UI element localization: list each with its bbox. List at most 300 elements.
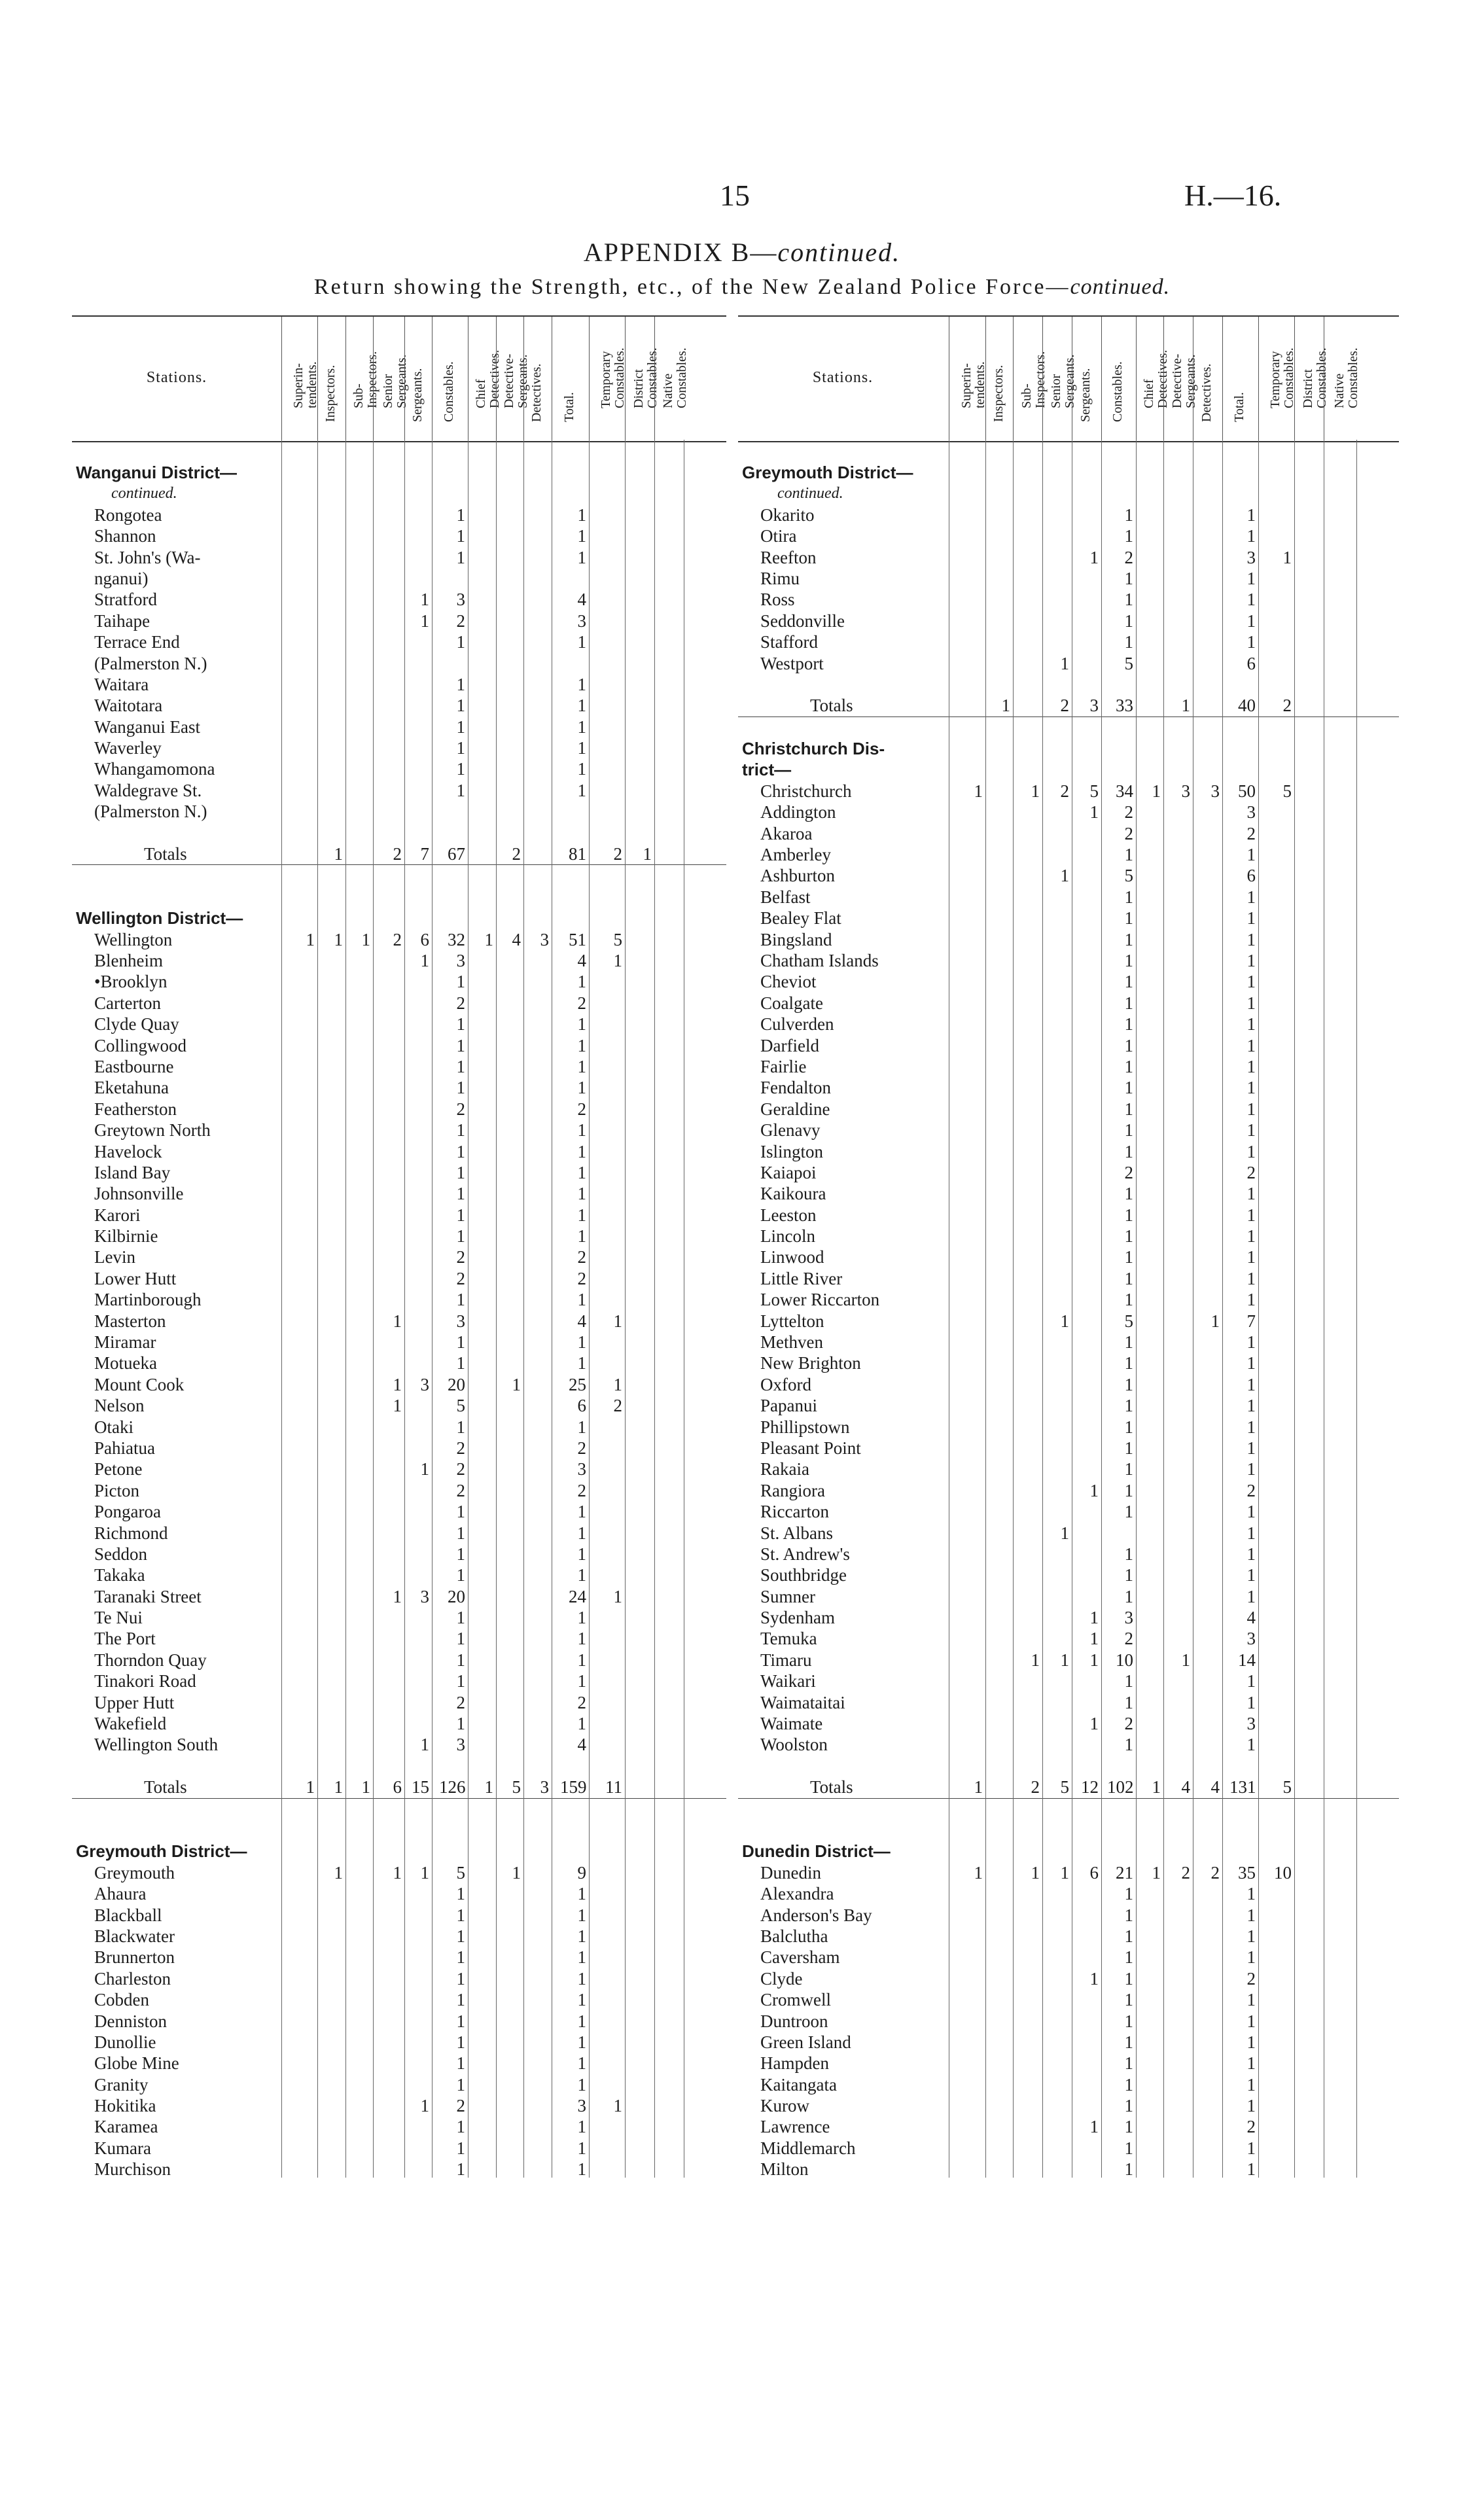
table-row xyxy=(738,1586,1399,1607)
header-label: Sub- Inspectors. xyxy=(1019,351,1048,408)
header-column xyxy=(432,317,468,441)
station-name: Totals xyxy=(810,696,853,716)
station-name: Woolston xyxy=(760,1735,828,1755)
cell-value: 1 xyxy=(456,547,465,567)
cell-value: 1 xyxy=(577,1671,586,1691)
column-rule xyxy=(1042,440,1043,2178)
cell-value: 1 xyxy=(1124,845,1133,865)
table-row xyxy=(72,674,726,695)
district-heading xyxy=(738,1841,1399,1862)
station-name: Pongaroa xyxy=(94,1502,161,1522)
cell-value: 1 xyxy=(512,1862,521,1883)
table-header xyxy=(72,315,726,442)
station-name: Stratford xyxy=(94,590,157,610)
station-name: Kaikoura xyxy=(760,1184,826,1204)
station-name: Masterton xyxy=(94,1311,166,1331)
cell-value: 1 xyxy=(393,1586,402,1606)
table-row xyxy=(72,1501,726,1522)
cell-value: 3 xyxy=(1246,802,1256,823)
table-row xyxy=(738,2116,1399,2137)
cell-value: 1 xyxy=(1124,1353,1133,1373)
header-column xyxy=(1193,317,1222,441)
table-row xyxy=(72,1205,726,1226)
table-row xyxy=(738,1671,1399,1691)
header-label: Total. xyxy=(1232,392,1246,422)
station-name: Levin xyxy=(94,1247,135,1267)
cell-value: 1 xyxy=(456,1947,465,1968)
cell-value: 1 xyxy=(1124,1947,1133,1968)
station-name: Milton xyxy=(760,2159,809,2180)
table-row xyxy=(738,844,1399,865)
cell-value: 1 xyxy=(577,1565,586,1585)
cell-value: 3 xyxy=(420,1374,429,1394)
table-row xyxy=(738,908,1399,929)
station-name: Temuka xyxy=(760,1629,817,1649)
station-name: Martinborough xyxy=(94,1290,202,1310)
district-heading xyxy=(738,759,1399,780)
cell-value: 1 xyxy=(1124,504,1133,525)
header-label: Superin- tendents. xyxy=(959,361,987,408)
table-row xyxy=(72,1671,726,1691)
header-label: Superin- tendents. xyxy=(291,361,319,408)
cell-value: 1 xyxy=(577,1417,586,1437)
cell-value: 1 xyxy=(1001,696,1010,716)
table-row xyxy=(72,1947,726,1968)
table-row xyxy=(738,483,1399,504)
cell-value: 1 xyxy=(577,1205,586,1225)
header-label: Sergeants. xyxy=(410,368,425,422)
cell-value: 2 xyxy=(1124,1162,1133,1182)
station-name: Reefton xyxy=(760,547,817,567)
cell-value: 2 xyxy=(1210,1862,1220,1883)
column-rule xyxy=(1294,440,1295,2178)
table-row xyxy=(738,2159,1399,2180)
cell-value: 1 xyxy=(1246,2011,1256,2031)
station-name: Lincoln xyxy=(760,1226,815,1247)
station-name: Akaroa xyxy=(760,823,813,843)
table-row xyxy=(738,1353,1399,1373)
column-rule xyxy=(317,440,318,2178)
table-row xyxy=(72,758,726,779)
cell-value: 1 xyxy=(456,1523,465,1543)
station-name: The Port xyxy=(94,1629,156,1649)
table-row xyxy=(738,1077,1399,1098)
station-name: Waitotara xyxy=(94,696,163,716)
cell-value: 5 xyxy=(512,1777,521,1797)
column-rule xyxy=(281,440,282,2178)
header-column xyxy=(1013,317,1048,441)
cell-value: 1 xyxy=(1246,610,1256,631)
station-name: Cobden xyxy=(94,1990,149,2010)
cell-value: 1 xyxy=(1124,1926,1133,1946)
cell-value: 131 xyxy=(1229,1777,1256,1797)
header-label: Native Constables. xyxy=(1332,347,1360,408)
cell-value: 2 xyxy=(577,1438,586,1458)
cell-value: 4 xyxy=(1210,1777,1220,1797)
table-row xyxy=(738,1417,1399,1438)
cell-value: 1 xyxy=(1246,1035,1256,1055)
cell-value: 1 xyxy=(334,844,343,864)
table-row xyxy=(72,1162,726,1183)
station-name: Amberley xyxy=(760,845,831,865)
cell-value: 1 xyxy=(420,1735,429,1755)
table-row xyxy=(738,1035,1399,1056)
table-row xyxy=(72,2138,726,2159)
cell-value: 1 xyxy=(974,1777,983,1797)
table-row xyxy=(738,1099,1399,1120)
station-name: Picton xyxy=(94,1480,140,1500)
table-row xyxy=(738,1289,1399,1310)
cell-value: 1 xyxy=(1124,2011,1133,2031)
table-row xyxy=(72,1056,726,1077)
station-name: Blackwater xyxy=(94,1926,175,1946)
station-name: Rongotea xyxy=(94,504,162,525)
station-name: Wakefield xyxy=(94,1714,167,1734)
cell-value: 1 xyxy=(1246,1692,1256,1712)
cell-value: 1 xyxy=(456,1205,465,1225)
cell-value: 1 xyxy=(456,1056,465,1076)
station-name: Clyde xyxy=(760,1968,803,1989)
cell-value: 1 xyxy=(334,1777,343,1797)
table-row xyxy=(738,1183,1399,1204)
station-name: Seddonville xyxy=(760,610,845,631)
cell-value: 1 xyxy=(1246,1374,1256,1394)
table-row xyxy=(72,1989,726,2010)
column-rule xyxy=(1136,440,1137,2178)
cell-value: 10 xyxy=(1274,1862,1292,1883)
cell-value: 1 xyxy=(1246,1905,1256,1925)
cell-value: 1 xyxy=(456,1417,465,1437)
table-row xyxy=(72,610,726,631)
cell-value: 1 xyxy=(456,1332,465,1353)
station-name: Green Island xyxy=(760,2032,851,2052)
cell-value: 3 xyxy=(420,1586,429,1606)
station-name: Anderson's Bay xyxy=(760,1905,872,1925)
table-row xyxy=(72,1183,726,1204)
cell-value: 2 xyxy=(577,1247,586,1267)
table-row xyxy=(72,1628,726,1649)
cell-value: 2 xyxy=(1124,1714,1133,1734)
header-column xyxy=(1258,317,1294,441)
table-row xyxy=(72,695,726,716)
cell-value: 1 xyxy=(1246,2053,1256,2074)
table-row xyxy=(738,1544,1399,1565)
cell-value: 2 xyxy=(456,1459,465,1479)
cell-value: 1 xyxy=(456,696,465,716)
table-row xyxy=(72,1035,726,1056)
cell-value: 1 xyxy=(456,2138,465,2158)
header-label: District Constables. xyxy=(631,347,660,408)
cell-value: 6 xyxy=(420,929,429,949)
table-header xyxy=(738,315,1399,442)
cell-value: 1 xyxy=(1246,1438,1256,1458)
station-name: Fendalton xyxy=(760,1078,831,1098)
station-name: Blenheim xyxy=(94,950,163,970)
cell-value: 1 xyxy=(577,1990,586,2010)
cell-value: 25 xyxy=(569,1374,586,1394)
cell-value: 1 xyxy=(306,1777,315,1797)
cell-value: 12 xyxy=(1081,1777,1099,1797)
station-name: Timaru xyxy=(760,1650,812,1670)
table-row xyxy=(72,1077,726,1098)
cell-value: 1 xyxy=(1089,1480,1099,1500)
cell-value: 1 xyxy=(1124,1396,1133,1416)
header-label: Detectives. xyxy=(529,363,544,422)
station-name: Waverley xyxy=(94,738,162,758)
cell-value: 7 xyxy=(1246,1311,1256,1331)
table-row xyxy=(72,1417,726,1438)
column-rule xyxy=(589,440,590,2178)
table-row xyxy=(72,631,726,652)
cell-value: 1 xyxy=(1246,1353,1256,1373)
cell-value: 1 xyxy=(1124,1417,1133,1437)
cell-value: 1 xyxy=(1246,1523,1256,1543)
cell-value: 1 xyxy=(577,1162,586,1182)
cell-value: 1 xyxy=(1246,1544,1256,1564)
table-row xyxy=(72,1713,726,1734)
station-name: Takaka xyxy=(94,1565,145,1585)
left-table xyxy=(72,315,726,2180)
cell-value: 1 xyxy=(577,1353,586,1373)
table-row xyxy=(738,1014,1399,1035)
table-row xyxy=(738,1565,1399,1585)
cell-value: 4 xyxy=(577,950,586,970)
cell-value: 1 xyxy=(334,929,343,949)
station-name: Carterton xyxy=(94,993,161,1013)
cell-value: 1 xyxy=(456,2074,465,2095)
cell-value: 1 xyxy=(1124,632,1133,652)
table-row xyxy=(72,504,726,525)
cell-value: 1 xyxy=(1060,1650,1069,1670)
table-row xyxy=(72,568,726,589)
table-row xyxy=(738,971,1399,992)
station-name: Rangiora xyxy=(760,1480,825,1500)
cell-value: 4 xyxy=(577,1735,586,1755)
station-name: Addington xyxy=(760,802,836,823)
cell-value: 2 xyxy=(1246,1162,1256,1182)
cell-value: 5 xyxy=(1124,866,1133,886)
cell-value: 1 xyxy=(577,1714,586,1734)
cell-value: 3 xyxy=(456,950,465,970)
column-rule xyxy=(1356,440,1357,2178)
station-name: New Brighton xyxy=(760,1353,861,1373)
table-row xyxy=(72,1968,726,1989)
station-name: Tinakori Road xyxy=(94,1671,196,1691)
header-column xyxy=(1222,317,1258,441)
cell-value: 1 xyxy=(1124,1205,1133,1225)
cell-value: 1 xyxy=(1124,1268,1133,1288)
station-name: Christchurch xyxy=(760,781,852,801)
station-name: Fairlie xyxy=(760,1056,807,1076)
station-name: Belfast xyxy=(760,887,811,907)
cell-value: 1 xyxy=(1124,1056,1133,1076)
cell-value: 1 xyxy=(420,590,429,610)
station-name: nganui) xyxy=(94,568,149,588)
cell-value: 1 xyxy=(577,2074,586,2095)
table-row xyxy=(72,1650,726,1671)
cell-value: 2 xyxy=(613,844,622,864)
header-column xyxy=(552,317,589,441)
table-row xyxy=(72,716,726,737)
header-column xyxy=(589,317,625,441)
cell-value: 2 xyxy=(1246,1480,1256,1500)
cell-value: 1 xyxy=(1246,1205,1256,1225)
cell-value: 1 xyxy=(1124,1184,1133,1204)
cell-value: 4 xyxy=(1246,1608,1256,1628)
cell-value: 1 xyxy=(1246,1502,1256,1522)
table-row xyxy=(738,547,1399,568)
cell-value: 1 xyxy=(613,1311,622,1331)
station-name: Totals xyxy=(810,1777,853,1797)
cell-value: 1 xyxy=(1124,1247,1133,1267)
table-row xyxy=(72,1395,726,1416)
station-name: Oxford xyxy=(760,1374,811,1394)
column-rule xyxy=(985,440,986,2178)
station-name: Methven xyxy=(760,1332,823,1353)
table-row xyxy=(738,1332,1399,1353)
cell-value: 1 xyxy=(1089,2117,1099,2137)
table-row xyxy=(72,1120,726,1141)
column-rule xyxy=(1013,440,1014,2178)
cell-value: 6 xyxy=(1246,653,1256,673)
cell-value: 3 xyxy=(577,2096,586,2116)
cell-value: 6 xyxy=(1089,1862,1099,1883)
table-row xyxy=(72,1544,726,1565)
header-column xyxy=(523,317,552,441)
cell-value: 1 xyxy=(577,2053,586,2074)
cell-value: 2 xyxy=(456,1480,465,1500)
station-name: Bingsland xyxy=(760,929,832,949)
station-name: St. Albans xyxy=(760,1523,834,1543)
cell-value: 1 xyxy=(1060,1862,1069,1883)
station-name: Christchurch Dis- xyxy=(742,739,885,759)
cell-value: 1 xyxy=(1246,1884,1256,1904)
station-name: Alexandra xyxy=(760,1884,834,1904)
table-row xyxy=(72,1926,726,1947)
cell-value: 1 xyxy=(1246,1396,1256,1416)
cell-value: 1 xyxy=(393,1862,402,1883)
cell-value: 1 xyxy=(420,950,429,970)
page-reference: H.—16. xyxy=(1184,179,1282,212)
cell-value: 1 xyxy=(1124,929,1133,949)
appendix-continued: continued. xyxy=(777,238,901,267)
cell-value: 1 xyxy=(974,781,983,801)
table-row xyxy=(738,1862,1399,1883)
station-name: Sumner xyxy=(760,1586,815,1606)
cell-value: 1 xyxy=(361,929,370,949)
cell-value: 1 xyxy=(456,526,465,546)
cell-value: 1 xyxy=(1124,568,1133,588)
station-name: (Palmerston N.) xyxy=(94,653,207,673)
column-rule xyxy=(432,440,433,2178)
station-name: Johnsonville xyxy=(94,1184,184,1204)
cell-value: 1 xyxy=(456,1968,465,1989)
header-column xyxy=(1072,317,1101,441)
totals-row xyxy=(72,843,726,865)
cell-value: 1 xyxy=(577,972,586,992)
station-name: Featherston xyxy=(94,1099,177,1119)
cell-value: 2 xyxy=(577,1099,586,1119)
cell-value: 2 xyxy=(577,1692,586,1712)
station-name: Cromwell xyxy=(760,1990,831,2010)
cell-value: 3 xyxy=(577,1459,586,1479)
cell-value: 1 xyxy=(1124,1565,1133,1585)
table-row xyxy=(738,1501,1399,1522)
cell-value: 5 xyxy=(1124,653,1133,673)
station-name: Kumara xyxy=(94,2138,151,2158)
station-name: Phillipstown xyxy=(760,1417,850,1437)
station-name: Globe Mine xyxy=(94,2053,179,2074)
table-row xyxy=(738,887,1399,908)
cell-value: 3 xyxy=(1246,547,1256,567)
station-name: Dunedin District— xyxy=(742,1841,891,1862)
header-label: Inspectors. xyxy=(991,364,1006,422)
station-name: continued. xyxy=(777,485,843,503)
table-row xyxy=(738,823,1399,844)
station-name: Waimataitai xyxy=(760,1692,845,1712)
cell-value: 1 xyxy=(577,2138,586,2158)
table-row xyxy=(72,1226,726,1247)
cell-value: 1 xyxy=(577,1078,586,1098)
cell-value: 1 xyxy=(456,780,465,800)
station-name: Duntroon xyxy=(760,2011,828,2031)
cell-value: 9 xyxy=(577,1862,586,1883)
station-name: Riccarton xyxy=(760,1502,829,1522)
station-name: Kilbirnie xyxy=(94,1226,158,1247)
cell-value: 1 xyxy=(577,1650,586,1670)
station-name: Wellington South xyxy=(94,1735,219,1755)
cell-value: 1 xyxy=(456,2159,465,2180)
station-name: Bealey Flat xyxy=(760,908,841,929)
station-name: Motueka xyxy=(94,1353,157,1373)
column-rule xyxy=(373,440,374,2178)
station-name: Mount Cook xyxy=(94,1374,185,1394)
station-name: Upper Hutt xyxy=(94,1692,175,1712)
station-name: Murchison xyxy=(94,2159,171,2180)
cell-value: 1 xyxy=(1124,2159,1133,2180)
table-row xyxy=(738,2138,1399,2159)
station-name: Linwood xyxy=(760,1247,824,1267)
station-name: St. John's (Wa- xyxy=(94,547,201,567)
cell-value: 2 xyxy=(1031,1777,1040,1797)
cell-value: 1 xyxy=(456,1565,465,1585)
cell-value: 1 xyxy=(1246,1056,1256,1076)
header-column xyxy=(373,317,409,441)
cell-value: 1 xyxy=(1246,950,1256,970)
cell-value: 1 xyxy=(1124,1544,1133,1564)
station-name: Chatham Islands xyxy=(760,950,879,970)
cell-value: 1 xyxy=(1124,1968,1133,1989)
cell-value: 1 xyxy=(1246,590,1256,610)
cell-value: 1 xyxy=(577,547,586,567)
column-rule xyxy=(1258,440,1259,2178)
cell-value: 1 xyxy=(1124,2032,1133,2052)
cell-value: 1 xyxy=(577,1014,586,1035)
table-row xyxy=(738,1883,1399,1904)
cell-value: 1 xyxy=(1246,1417,1256,1437)
table-row xyxy=(738,568,1399,589)
cell-value: 1 xyxy=(1124,1586,1133,1606)
cell-value: 1 xyxy=(1089,1968,1099,1989)
cell-value: 1 xyxy=(577,1905,586,1925)
table-row xyxy=(72,2053,726,2074)
table-row xyxy=(738,1120,1399,1141)
cell-value: 14 xyxy=(1238,1650,1256,1670)
cell-value: 1 xyxy=(1124,1905,1133,1925)
station-name: Wellington xyxy=(94,929,173,949)
station-name: Blackball xyxy=(94,1905,162,1925)
cell-value: 1 xyxy=(577,759,586,779)
